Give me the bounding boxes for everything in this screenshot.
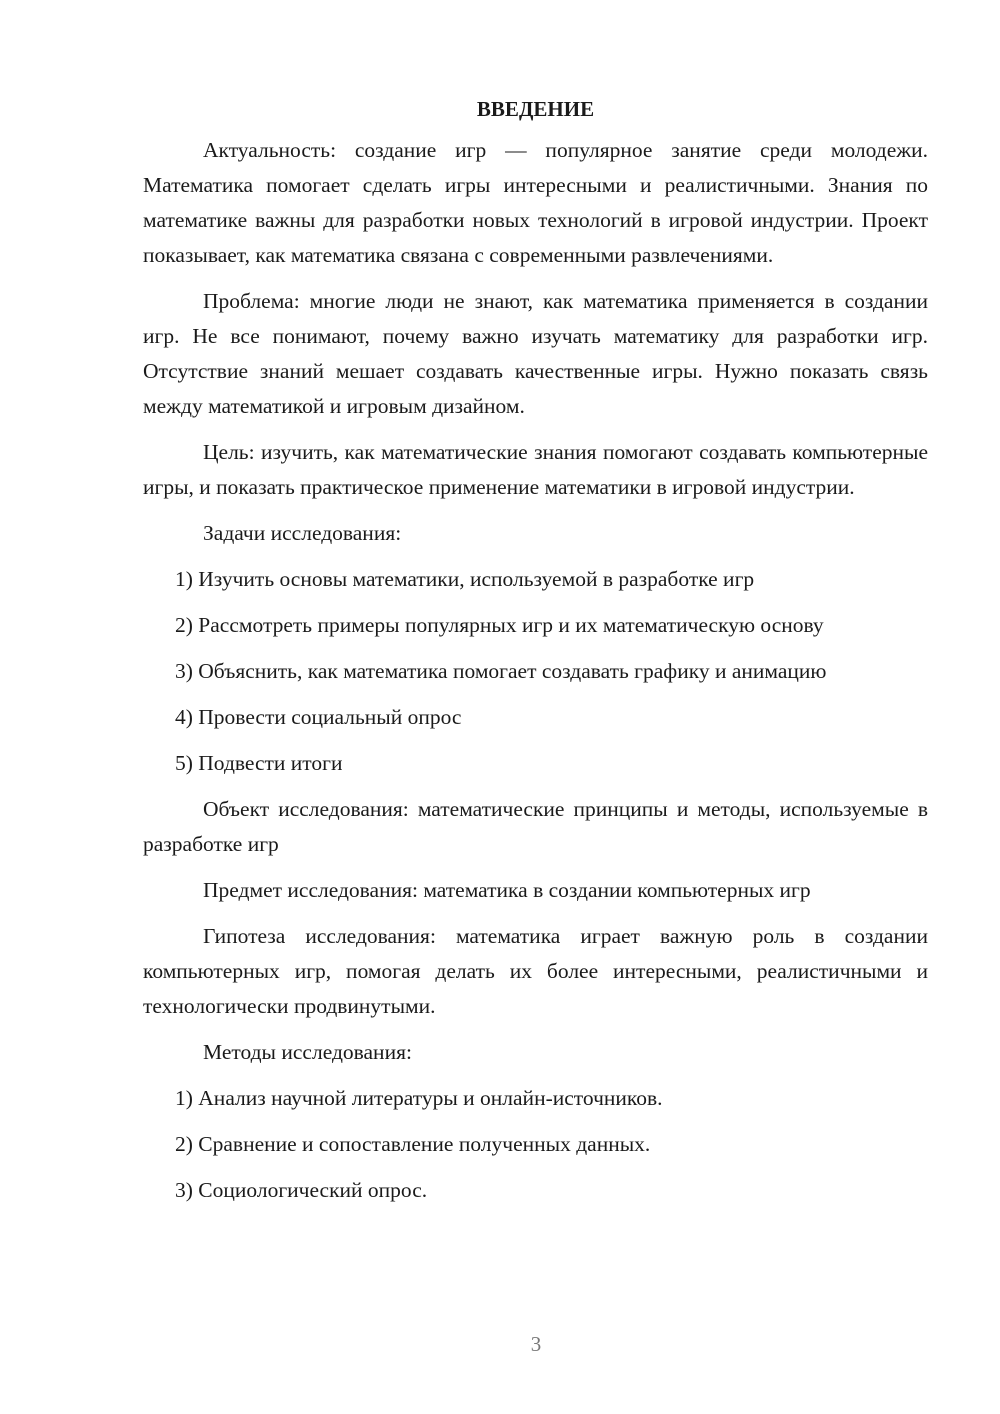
task-item-5: 5) Подвести итоги: [175, 751, 343, 775]
task-item-4: 4) Провести социальный опрос: [175, 705, 462, 729]
tasks-heading: Задачи исследования:: [203, 521, 402, 545]
task-item-3: 3) Объяснить, как математика помогает создавать графику и анимацию: [175, 659, 827, 683]
section-title: ВВЕДЕНИЕ: [476, 97, 595, 121]
object-paragraph: Объект исследования: математические принципы и методы, используемые в разработке игр: [143, 797, 928, 856]
task-item-2: 2) Рассмотреть примеры популярных игр и их математическую основу: [175, 613, 824, 637]
task-item-1: 1) Изучить основы математики, используемой в разработке игр: [175, 567, 755, 591]
document-page: [143, 92, 928, 1219]
hypothesis-paragraph: Гипотеза исследования: математика играет важную роль в создании компьютерных игр, помогая делать их более интересными, реалистичными и технологически продвинутыми.: [143, 924, 928, 1018]
methods-heading: Методы исследования:: [203, 1040, 412, 1064]
method-item-1: 1) Анализ научной литературы и онлайн-источников.: [175, 1086, 663, 1110]
page-number: 3: [530, 1332, 542, 1356]
subject-paragraph: Предмет исследования: математика в создании компьютерных игр: [203, 878, 811, 902]
problem-paragraph: Проблема: многие люди не знают, как математика применяется в создании игр. Не все понимают, почему важно изучать математику для разработки игр. Отсутствие знаний мешает создавать качественные игры. Нужно показать связь между математикой и игровым дизайном.: [143, 289, 928, 418]
relevance-paragraph: Актуальность: создание игр — популярное занятие среди молодежи. Математика помогает сделать игры интересными и реалистичными. Знания по математике важны для разработки новых технологий в игровой индустрии. Проект показывает, как математика связана с современными развлечениями.: [143, 138, 928, 267]
method-item-2: 2) Сравнение и сопоставление полученных данных.: [175, 1132, 651, 1156]
method-item-3: 3) Социологический опрос.: [175, 1178, 428, 1202]
goal-paragraph: Цель: изучить, как математические знания помогают создавать компьютерные игры, и показать практическое применение математики в игровой индустрии.: [143, 440, 928, 499]
